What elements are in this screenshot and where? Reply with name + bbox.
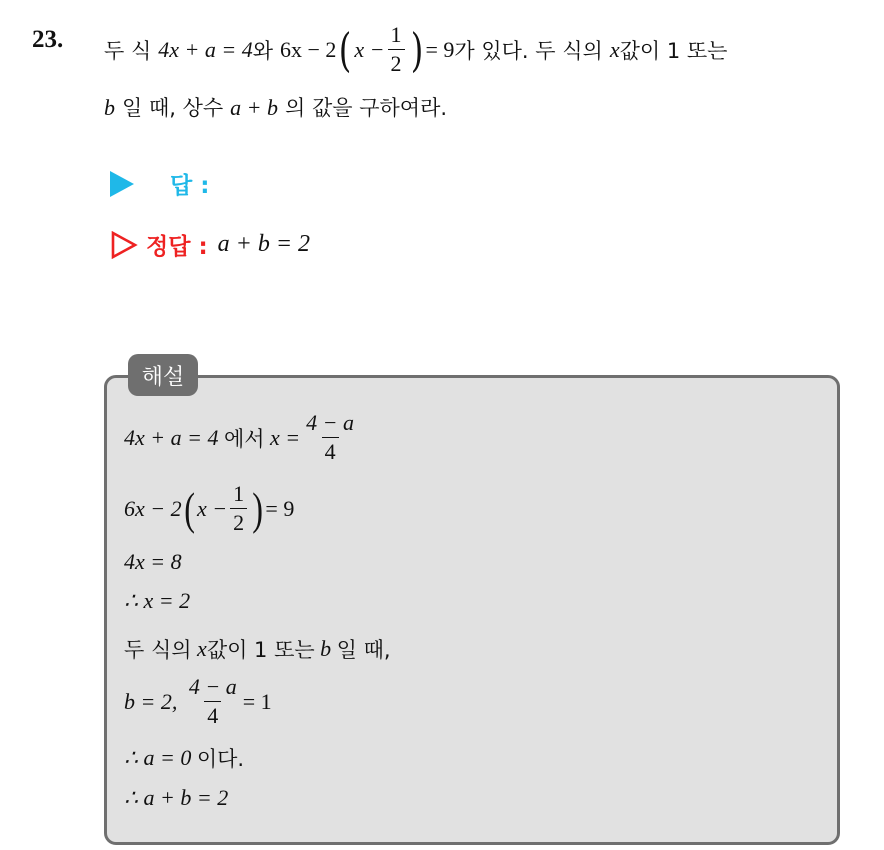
- solution-text-5b: 값이 1 또는: [206, 638, 315, 662]
- fraction-numerator: 4 − a: [188, 674, 237, 699]
- question-text-find: 의 값을 구하여라.: [285, 96, 448, 120]
- solution-eq-8: ∴ a + b = 2: [124, 785, 229, 810]
- solution-eq-4: ∴ x = 2: [124, 588, 191, 613]
- solution-eq-2-left: 6x − 2: [124, 495, 182, 521]
- solution-line-2: [124, 483, 294, 534]
- answer-row: [110, 167, 209, 200]
- question-line-1: [104, 24, 727, 75]
- answer-label: 답 :: [170, 173, 210, 199]
- fraction-half: [388, 24, 405, 75]
- solution-eq-7: ∴ a = 0: [124, 745, 192, 770]
- left-paren: (: [339, 22, 352, 77]
- solution-b-var: b: [320, 636, 332, 661]
- fraction-numerator: 4 − a: [306, 410, 355, 435]
- solution-eq-2-x-minus: x −: [196, 495, 228, 521]
- expression-a-plus-b: a + b: [230, 95, 279, 120]
- fraction-denominator: 4: [204, 701, 221, 727]
- correct-answer-label: 정답 :: [146, 234, 208, 260]
- correct-answer-value: a + b = 2: [217, 231, 311, 257]
- solution-line-5: [124, 634, 391, 664]
- correct-answer-row: [110, 228, 310, 261]
- solution-eq-1: 4x + a = 4: [124, 424, 219, 450]
- solution-eq-2-right: = 9: [265, 495, 295, 521]
- solution-eq-3: 4x = 8: [124, 549, 182, 574]
- solution-x-var: x: [197, 636, 207, 661]
- question-text-intro: 두 식: [104, 38, 152, 63]
- solution-text-5a: 두 식의: [124, 638, 192, 662]
- solution-line-1: [124, 412, 360, 463]
- left-paren: (: [183, 482, 195, 534]
- right-paren: ): [410, 22, 423, 77]
- fraction-numerator: 1: [390, 22, 402, 47]
- question-text-exists: 가 있다. 두 식의: [454, 38, 603, 63]
- equation-2-x-minus: x −: [354, 36, 385, 62]
- fraction-denominator: 2: [388, 49, 405, 75]
- fraction-numerator: 1: [233, 481, 245, 506]
- solution-fraction-1: [303, 412, 357, 463]
- fraction-denominator: 2: [230, 508, 247, 534]
- solution-text-5c: 일 때,: [336, 638, 391, 662]
- solution-text-from: 에서: [223, 426, 265, 451]
- b-variable: b: [104, 95, 115, 120]
- solution-line-3: [124, 549, 182, 575]
- solution-fraction-2: [230, 483, 247, 534]
- question-number: 23.: [32, 26, 64, 53]
- solution-eq-6-right: = 1: [242, 688, 272, 714]
- question-text-value: 값이 1 또는: [619, 38, 728, 63]
- right-paren: ): [252, 482, 264, 534]
- equation-2-right: = 9: [425, 36, 455, 62]
- solution-tag: 해설: [128, 354, 198, 396]
- play-triangle-icon: [110, 171, 134, 197]
- solution-line-8: [124, 785, 228, 811]
- solution-x-equals: x =: [270, 424, 301, 450]
- outline-triangle-icon: [110, 231, 138, 259]
- fraction-denominator: 4: [322, 437, 339, 463]
- equation-1: 4x + a = 4: [158, 36, 253, 62]
- solution-line-6: [124, 676, 272, 727]
- question-text-line2: 일 때, 상수: [122, 96, 224, 120]
- solution-fraction-3: [186, 676, 240, 727]
- x-variable: x: [609, 36, 620, 62]
- solution-line-7: [124, 743, 244, 773]
- solution-eq-6-left: b = 2,: [124, 688, 178, 714]
- question-text-and: 와: [252, 38, 274, 63]
- solution-text-7: 이다.: [196, 747, 245, 771]
- solution-line-4: [124, 588, 190, 614]
- question-line-2: [104, 92, 447, 122]
- equation-2-left: 6x − 2: [280, 36, 337, 62]
